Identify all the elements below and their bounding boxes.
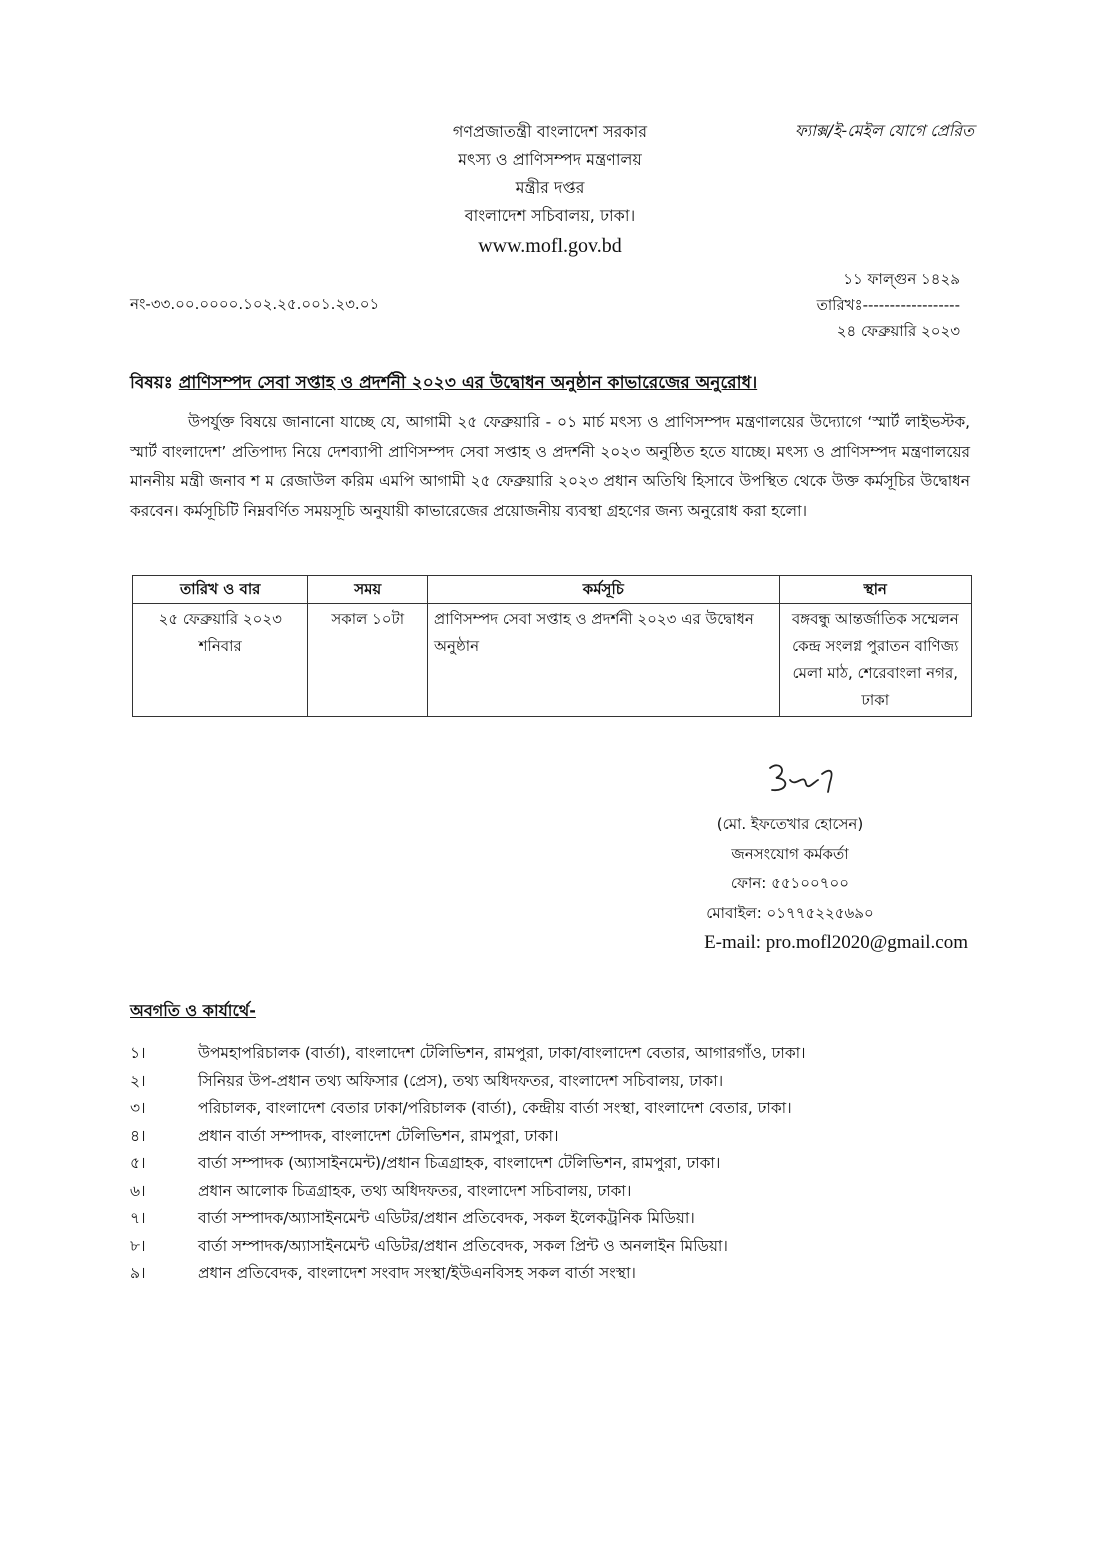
list-item-text: প্রধান প্রতিবেদক, বাংলাদেশ সংবাদ সংস্থা/ইউএনবিসহ সকল বার্তা সংস্থা। — [198, 1264, 636, 1282]
list-item — [130, 1095, 990, 1123]
schedule-table — [132, 575, 972, 717]
list-item-text: বার্তা সম্পাদক/অ্যাসাইনমেন্ট এডিটর/প্রধান প্রতিবেদক, সকল প্রিন্ট ও অনলাইন মিডিয়া। — [198, 1236, 728, 1255]
list-item-text: বার্তা সম্পাদক/অ্যাসাইনমেন্ট এডিটর/প্রধান প্রতিবেদক, সকল ইলেকট্রনিক মিডিয়া। — [198, 1209, 695, 1227]
signatory-email[interactable]: E-mail: pro.mofl2020@gmail.com — [704, 932, 968, 953]
signatory-name: (মো. ইফতেখার হোসেন) — [716, 815, 864, 833]
list-item-number: ৭। — [130, 1209, 146, 1227]
list-item-text: সিনিয়র উপ-প্রধান তথ্য অফিসার (প্রেস), তথ্য অধিদফতর, বাংলাদেশ সচিবালয়, ঢাকা। — [198, 1071, 724, 1090]
list-item — [130, 1205, 990, 1233]
list-item-text: পরিচালক, বাংলাদেশ বেতার ঢাকা/পরিচালক (বার্তা), কেন্দ্রীয় বার্তা সংস্থা, বাংলাদেশ বেতার, ঢাকা। — [198, 1099, 792, 1117]
cell-date-line1: ২৫ ফেব্রুয়ারি ২০২৩ — [158, 610, 282, 628]
cell-date — [133, 604, 308, 717]
header-date: তারিখ ও বার — [133, 576, 308, 604]
header-place: স্থান — [779, 576, 971, 604]
cc-title: অবগতি ও কার্যার্থে- — [130, 1001, 256, 1020]
signatory-phone: ফোন: ৫৫১০০৭০০ — [730, 874, 850, 892]
date-block — [730, 266, 960, 344]
list-item-text: বার্তা সম্পাদক (অ্যাসাইনমেন্ট)/প্রধান চিত্রগ্রাহক, বাংলাদেশ টেলিভিশন, রামপুরা, ঢাকা। — [198, 1154, 721, 1172]
header-time: সময় — [308, 576, 428, 604]
subject-label: বিষয়ঃ — [130, 373, 173, 393]
cell-time: সকাল ১০টা — [308, 604, 428, 717]
list-item — [130, 1233, 990, 1261]
body-paragraph: উপর্যুক্ত বিষয়ে জানানো যাচ্ছে যে, আগামী ২৫ ফেব্রুয়ারি - ০১ মার্চ মৎস্য ও প্রাণিসম্পদ মন্ত্রণালয়ের উদ্যোগে ‘স্মার্ট লাইভস্টক, স্মার্ট বাংলাদেশ’ প্রতিপাদ্য নিয়ে দেশব্যাপী প্রাণিসম্পদ সেবা সপ্তাহ ও প্রদর্শনী ২০২৩ অনুষ্ঠিত হতে যাচ্ছে। মৎস্য ও প্রাণিসম্পদ মন্ত্রণালয়ের মাননীয় মন্ত্রী জনাব শ ম রেজাউল করিম এমপি আগামী ২৫ ফেব্রুয়ারি ২০২৩ প্রধান অতিথি হিসাবে উপস্থিত থেকে উক্ত কর্মসূচির উদ্বোধন করবেন। কর্মসূচিটি নিম্নবর্ণিত সময়সূচি অনুযায়ী কাভারেজের প্রয়োজনীয় ব্যবস্থা গ্রহণের জন্য অনুরোধ করা হলো। — [130, 413, 970, 520]
signatory-block — [600, 810, 980, 958]
cell-place: বঙ্গবন্ধু আন্তর্জাতিক সম্মেলন কেন্দ্র সংলগ্ন পুরাতন বাণিজ্য মেলা মাঠ, শেরেবাংলা নগর, ঢাকা — [779, 604, 971, 717]
list-item — [130, 1260, 990, 1288]
table-row — [133, 604, 972, 717]
list-item — [130, 1178, 990, 1206]
ministry-name: মৎস্য ও প্রাণিসম্পদ মন্ত্রণালয় — [458, 150, 642, 169]
list-item-text: প্রধান আলোক চিত্রগ্রাহক, তথ্য অধিদফতর, বাংলাদেশ সচিবালয়, ঢাকা। — [198, 1181, 632, 1200]
cell-program: প্রাণিসম্পদ সেবা সপ্তাহ ও প্রদর্শনী ২০২৩ এর উদ্বোধন অনুষ্ঠান — [428, 604, 780, 717]
office-name: মন্ত্রীর দপ্তর — [515, 178, 585, 197]
date-label: তারিখঃ------------------ — [816, 296, 960, 314]
website-link[interactable]: www.mofl.gov.bd — [478, 235, 622, 257]
cc-list — [130, 1040, 990, 1288]
list-item-number: ২। — [130, 1071, 146, 1090]
list-item — [130, 1040, 990, 1068]
list-item-number: ৪। — [130, 1126, 146, 1145]
list-item-number: ১। — [130, 1044, 146, 1062]
header-program: কর্মসূচি — [428, 576, 780, 604]
date-english: ২৪ ফেব্রুয়ারি ২০২৩ — [836, 322, 960, 340]
signatory-mobile: মোবাইল: ০১৭৭৫২২৫৬৯০ — [706, 903, 874, 922]
list-item-number: ৩। — [130, 1099, 146, 1117]
subject-line — [130, 370, 970, 398]
fax-note: ফ্যাক্স/ই-মেইল যোগে প্রেরিত — [794, 121, 974, 140]
list-item-number: ৮। — [130, 1236, 146, 1255]
subject-text: প্রাণিসম্পদ সেবা সপ্তাহ ও প্রদর্শনী ২০২৩ এর উদ্বোধন অনুষ্ঠান কাভারেজের অনুরোধ। — [178, 373, 758, 393]
list-item — [130, 1150, 990, 1178]
govt-name: গণপ্রজাতন্ত্রী বাংলাদেশ সরকার — [452, 122, 648, 141]
signature-icon — [760, 758, 850, 802]
office-address: বাংলাদেশ সচিবালয়, ঢাকা। — [464, 206, 636, 225]
list-item-number: ৫। — [130, 1154, 146, 1172]
signatory-designation: জনসংযোগ কর্মকর্তা — [731, 844, 849, 863]
list-item-text: প্রধান বার্তা সম্পাদক, বাংলাদেশ টেলিভিশন, রামপুরা, ঢাকা। — [198, 1126, 559, 1145]
list-item — [130, 1068, 990, 1096]
office-header — [380, 118, 720, 260]
list-item-number: ৯। — [130, 1264, 146, 1282]
reference-number: নং-৩৩.০০.০০০০.১০২.২৫.০০১.২৩.০১ — [130, 295, 380, 313]
list-item — [130, 1123, 990, 1151]
table-header-row — [133, 576, 972, 604]
date-bangla: ১১ ফাল্গুন ১৪২৯ — [843, 270, 960, 288]
cell-day: শনিবার — [198, 637, 242, 655]
list-item-number: ৬। — [130, 1181, 146, 1200]
list-item-text: উপমহাপরিচালক (বার্তা), বাংলাদেশ টেলিভিশন, রামপুরা, ঢাকা/বাংলাদেশ বেতার, আগারগাঁও, ঢাকা। — [198, 1044, 806, 1062]
